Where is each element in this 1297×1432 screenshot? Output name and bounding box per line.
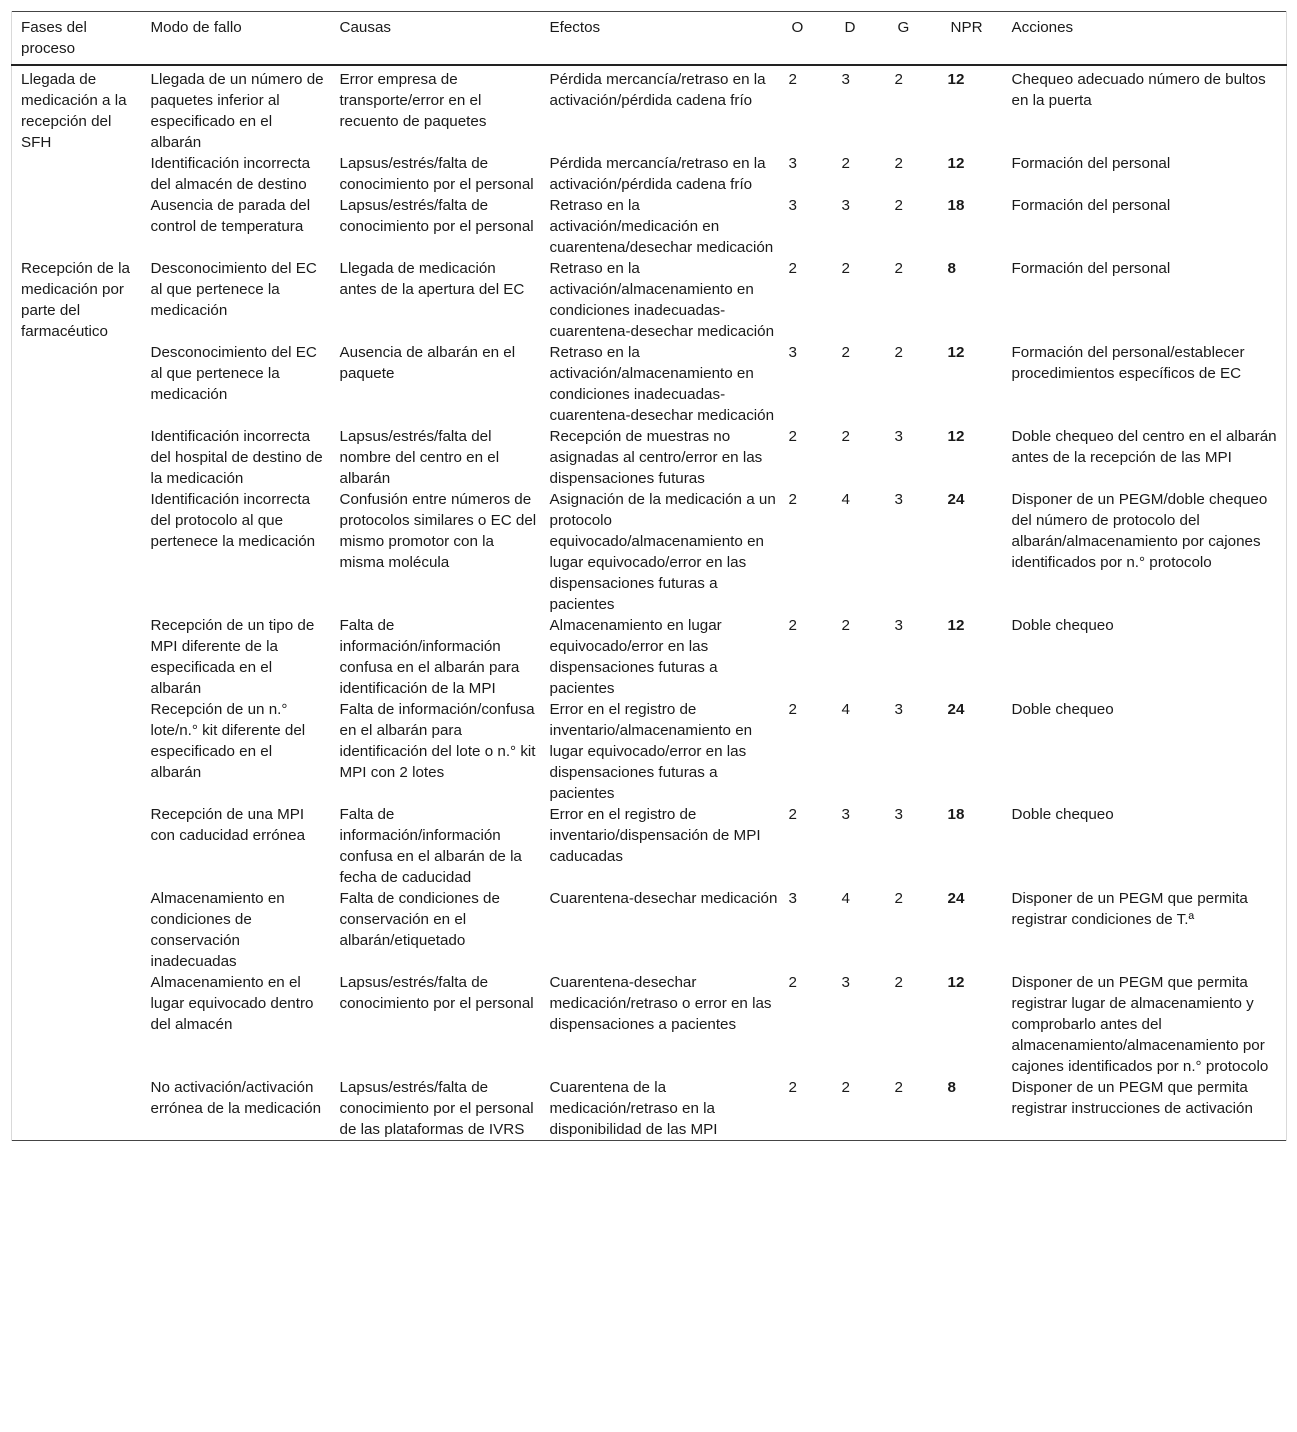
npr-cell: 8 <box>947 1079 956 1096</box>
o-cell: 2 <box>788 71 797 88</box>
o-cell: 2 <box>788 974 797 991</box>
actions-cell: Formación del personal <box>1003 258 1287 342</box>
g-cell: 3 <box>894 617 903 634</box>
causes-cell: Falta de condiciones de conservación en el albarán/etiquetado <box>339 890 500 949</box>
causes-cell: Falta de información/confusa en el albarán para identificación del lote o n.° kit MPI con 2 lotes <box>339 701 536 781</box>
failure-mode-cell: Identificación incorrecta del almacén de destino <box>150 155 311 193</box>
g-cell: 2 <box>894 155 903 172</box>
g-cell: 3 <box>894 701 903 718</box>
o-cell: 3 <box>788 890 797 907</box>
causes-cell: Llegada de medicación antes de la apertura del EC <box>339 260 525 298</box>
g-cell: 3 <box>894 491 903 508</box>
failure-mode-cell: No activación/activación errónea de la medicación <box>150 1079 322 1117</box>
table-row <box>12 342 1287 426</box>
npr-cell: 12 <box>947 71 965 88</box>
causes-cell: Confusión entre números de protocolos similares o EC del mismo promotor con la misma molécula <box>339 491 537 571</box>
table-row <box>12 426 1287 489</box>
causes-cell: Ausencia de albarán en el paquete <box>339 344 516 382</box>
d-cell: 4 <box>841 491 850 508</box>
causes-cell: Falta de información/información confusa en el albarán para identificación de la MPI <box>339 617 520 697</box>
failure-mode-cell: Llegada de un número de paquetes inferior al especificado en el albarán <box>150 71 324 151</box>
causes-cell: Lapsus/estrés/falta del nombre del centro en el albarán <box>339 428 500 487</box>
npr-cell: 8 <box>947 260 956 277</box>
header-phase: Fases del proceso <box>12 12 142 66</box>
table-row <box>12 1077 1287 1141</box>
d-cell: 2 <box>841 344 850 361</box>
failure-mode-cell: Almacenamiento en el lugar equivocado dentro del almacén <box>150 974 314 1033</box>
npr-cell: 12 <box>947 155 965 172</box>
d-cell: 3 <box>841 974 850 991</box>
failure-mode-cell: Desconocimiento del EC al que pertenece la medicación <box>150 344 317 403</box>
table-row <box>12 65 1287 153</box>
header-effects: Efectos <box>549 19 601 36</box>
actions-cell: Disponer de un PEGM/doble chequeo del número de protocolo del albarán/almacenamiento por cajones identificados por n.° protocolo <box>1003 489 1287 615</box>
o-cell: 3 <box>788 155 797 172</box>
npr-cell: 12 <box>947 974 965 991</box>
effects-cell: Cuarentena-desechar medicación <box>549 890 778 907</box>
o-cell: 3 <box>788 197 797 214</box>
table-row <box>12 804 1287 888</box>
actions-cell: Doble chequeo <box>1003 804 1287 888</box>
o-cell: 2 <box>788 1079 797 1096</box>
npr-cell: 18 <box>947 806 965 823</box>
causes-cell: Error empresa de transporte/error en el recuento de paquetes <box>339 71 487 130</box>
table-row <box>12 258 1287 342</box>
g-cell: 2 <box>894 1079 903 1096</box>
d-cell: 3 <box>841 806 850 823</box>
o-cell: 2 <box>788 806 797 823</box>
g-cell: 2 <box>894 344 903 361</box>
actions-cell: Doble chequeo <box>1003 699 1287 804</box>
actions-cell: Formación del personal <box>1003 195 1287 258</box>
npr-cell: 18 <box>947 197 965 214</box>
effects-cell: Recepción de muestras no asignadas al centro/error en las dispensaciones futuras <box>549 428 763 487</box>
causes-cell: Lapsus/estrés/falta de conocimiento por el personal <box>339 197 534 235</box>
effects-cell: Pérdida mercancía/retraso en la activación/pérdida cadena frío <box>549 71 766 109</box>
effects-cell: Retraso en la activación/almacenamiento en condiciones inadecuadas-cuarentena-desechar medicación <box>549 260 775 340</box>
o-cell: 2 <box>788 617 797 634</box>
table-row <box>12 195 1287 258</box>
d-cell: 3 <box>841 71 850 88</box>
o-cell: 2 <box>788 260 797 277</box>
failure-mode-cell: Identificación incorrecta del protocolo al que pertenece la medicación <box>150 491 316 550</box>
effects-cell: Asignación de la medicación a un protocolo equivocado/almacenamiento en lugar equivocado/error en las dispensaciones futuras a pacientes <box>549 491 776 613</box>
actions-cell: Doble chequeo del centro en el albarán antes de la recepción de las MPI <box>1003 426 1287 489</box>
header-o: O <box>791 19 804 36</box>
g-cell: 2 <box>894 197 903 214</box>
effects-cell: Pérdida mercancía/retraso en la activación/pérdida cadena frío <box>549 155 766 193</box>
phase-cell: Recepción de la medicación por parte del farmacéutico <box>12 258 142 1141</box>
effects-cell: Error en el registro de inventario/dispensación de MPI caducadas <box>549 806 761 865</box>
actions-cell: Doble chequeo <box>1003 615 1287 699</box>
effects-cell: Almacenamiento en lugar equivocado/error en las dispensaciones futuras a pacientes <box>549 617 722 697</box>
table-header-row <box>12 12 1287 66</box>
phase-cell: Llegada de medicación a la recepción del SFH <box>12 65 142 258</box>
actions-cell: Disponer de un PEGM que permita registrar condiciones de T.ª <box>1003 888 1287 972</box>
effects-cell: Error en el registro de inventario/almacenamiento en lugar equivocado/error en las dispensaciones futuras a pacientes <box>549 701 753 802</box>
d-cell: 2 <box>841 155 850 172</box>
table-row <box>12 888 1287 972</box>
d-cell: 2 <box>841 617 850 634</box>
header-g: G <box>897 19 910 36</box>
table-row <box>12 699 1287 804</box>
effects-cell: Retraso en la activación/medicación en cuarentena/desechar medicación <box>549 197 774 256</box>
d-cell: 3 <box>841 197 850 214</box>
d-cell: 4 <box>841 701 850 718</box>
g-cell: 2 <box>894 71 903 88</box>
failure-mode-cell: Desconocimiento del EC al que pertenece la medicación <box>150 260 317 319</box>
header-causes: Causas <box>339 19 391 36</box>
failure-mode-cell: Recepción de un n.° lote/n.° kit diferente del especificado en el albarán <box>150 701 306 781</box>
npr-cell: 24 <box>947 701 965 718</box>
g-cell: 2 <box>894 974 903 991</box>
npr-cell: 24 <box>947 491 965 508</box>
fmea-table-container <box>11 11 1286 1141</box>
failure-mode-cell: Ausencia de parada del control de temperatura <box>150 197 311 235</box>
o-cell: 3 <box>788 344 797 361</box>
o-cell: 2 <box>788 701 797 718</box>
d-cell: 4 <box>841 890 850 907</box>
actions-cell: Disponer de un PEGM que permita registrar instrucciones de activación <box>1003 1077 1287 1141</box>
failure-mode-cell: Recepción de una MPI con caducidad errónea <box>150 806 306 844</box>
o-cell: 2 <box>788 491 797 508</box>
g-cell: 2 <box>894 890 903 907</box>
actions-cell: Disponer de un PEGM que permita registrar lugar de almacenamiento y comprobarlo antes del almacenamiento/almacenamiento por cajones identificados por n.° protocolo <box>1003 972 1287 1077</box>
failure-mode-cell: Almacenamiento en condiciones de conservación inadecuadas <box>150 890 285 970</box>
o-cell: 2 <box>788 428 797 445</box>
header-failure-mode: Modo de fallo <box>150 19 242 36</box>
d-cell: 2 <box>841 1079 850 1096</box>
d-cell: 2 <box>841 260 850 277</box>
table-row <box>12 153 1287 195</box>
npr-cell: 12 <box>947 344 965 361</box>
failure-mode-cell: Recepción de un tipo de MPI diferente de la especificada en el albarán <box>150 617 315 697</box>
header-d: D <box>844 19 856 36</box>
d-cell: 2 <box>841 428 850 445</box>
effects-cell: Cuarentena-desechar medicación/retraso o error en las dispensaciones a pacientes <box>549 974 772 1033</box>
causes-cell: Lapsus/estrés/falta de conocimiento por el personal <box>339 155 534 193</box>
g-cell: 3 <box>894 806 903 823</box>
failure-mode-cell: Identificación incorrecta del hospital de destino de la medicación <box>150 428 323 487</box>
table-row <box>12 615 1287 699</box>
effects-cell: Cuarentena de la medicación/retraso en la disponibilidad de las MPI <box>549 1079 718 1138</box>
actions-cell: Chequeo adecuado número de bultos en la puerta <box>1003 65 1287 153</box>
g-cell: 3 <box>894 428 903 445</box>
header-actions: Acciones <box>1003 12 1287 66</box>
causes-cell: Falta de información/información confusa en el albarán de la fecha de caducidad <box>339 806 522 886</box>
npr-cell: 12 <box>947 428 965 445</box>
g-cell: 2 <box>894 260 903 277</box>
causes-cell: Lapsus/estrés/falta de conocimiento por el personal <box>339 974 534 1012</box>
fmea-table <box>11 11 1287 1141</box>
actions-cell: Formación del personal/establecer procedimientos específicos de EC <box>1003 342 1287 426</box>
causes-cell: Lapsus/estrés/falta de conocimiento por el personal de las plataformas de IVRS <box>339 1079 534 1138</box>
effects-cell: Retraso en la activación/almacenamiento en condiciones inadecuadas-cuarentena-desechar medicación <box>549 344 775 424</box>
header-npr: NPR <box>950 19 983 36</box>
table-row <box>12 489 1287 615</box>
npr-cell: 24 <box>947 890 965 907</box>
actions-cell: Formación del personal <box>1003 153 1287 195</box>
npr-cell: 12 <box>947 617 965 634</box>
table-row <box>12 972 1287 1077</box>
